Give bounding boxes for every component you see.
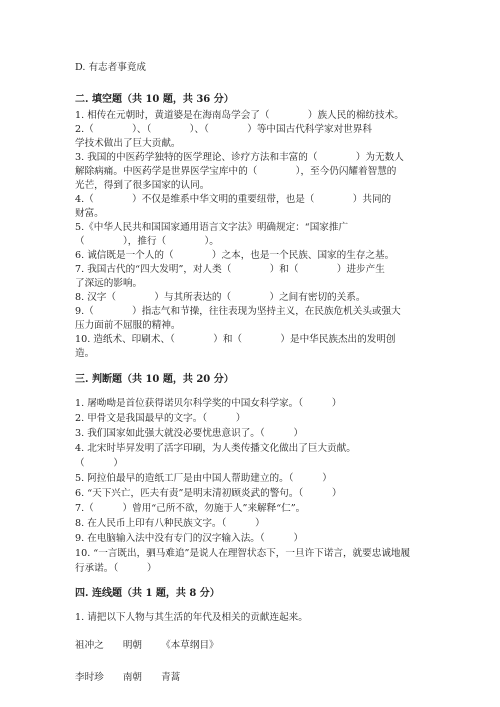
fill-line: 光芒，得到了很多国家的认同。 [75,180,210,191]
match-era: 南朝 [122,672,143,683]
judge-line: 1. 屠呦呦是首位获得诺贝尔科学奖的中国女科学家。（ ） [75,398,342,409]
match-row [75,640,235,652]
fill-line: 8. 汉字（ ）与其所表达的（ ）之间有密切的关系。 [75,292,366,303]
fill-line: 5.《中华人民共和国国家通用语言文字法》明确规定：“国家推广 [75,222,349,233]
fill-line: 4.（ ）不仅是维系中华文明的重要纽带，也是（ ）共同的 [75,194,392,205]
fill-line: 压力面前不屈服的精神。 [75,320,181,331]
judge-line: （ ） [75,458,123,469]
match-instruction: 1. 请把以下人物与其生活的年代及相关的贡献连起来。 [75,612,308,623]
match-contribution: 青蒿 [161,672,181,683]
section4-title: 四. 连线题（共 1 题，共 8 分） [75,588,220,599]
section3-title: 三. 判断题（共 10 题，共 20 分） [75,374,234,385]
match-person: 李时珍 [75,672,104,683]
section2-title: 二. 填空题（共 10 题，共 36 分） [75,94,234,105]
judge-line: 7.（ ）曾用“己所不欲，勿施于人”来解释“仁”。 [75,503,306,514]
judge-line: 2. 甲骨文是我国最早的文字。（ ） [75,413,246,424]
match-row [75,672,196,684]
option-d: D. 有志者事竟成 [75,62,147,73]
fill-line: 10. 造纸术、印刷术、（ ）和（ ）是中华民族杰出的发明创 [75,334,396,345]
fill-line: （ ），推行（ ）。 [75,236,219,247]
judge-line: 8. 在人民币上印有八种民族文字。（ ） [75,518,265,529]
judge-line: 5. 阿拉伯最早的造纸工厂是由中国人帮助建立的。（ ） [75,473,332,484]
judge-line: 10. “一言既出，驷马难追”是说人在理智状态下，一旦许下诺言，就要忠诚地履 [75,548,411,559]
fill-line: 造。 [75,348,95,359]
judge-line: 6. “天下兴亡，匹夫有责”是明末清初顾炎武的警句。（ ） [75,488,342,499]
fill-line: 学技术做出了巨大贡献。 [75,138,181,149]
fill-line: 财富。 [75,208,104,219]
fill-line: 9.（ ）指志气和节操，往往表现为坚持主义，在民族危机关头或强大 [75,306,401,317]
judge-line: 行承诺。（ ） [75,563,157,574]
fill-line: 1. 相传在元朝时，黄道婆是在海南岛学会了（ ）族人民的棉纺技术。 [75,110,404,121]
fill-line: 解除病痛。中医药学是世界医学宝库中的（ ），至今仍闪耀着智慧的 [75,166,397,177]
fill-line: 2.（ ）、（ ）、（ ）等中国古代科学家对世界科 [75,124,372,135]
match-person: 祖冲之 [75,640,104,651]
judge-line: 3. 我们国家如此强大就没必要忧患意识了。（ ） [75,428,304,439]
judge-line: 4. 北宋时毕昇发明了活字印刷，为人类传播文化做出了巨大贡献。 [75,443,356,454]
fill-line: 3. 我国的中医药学独特的医学理论、诊疗方法和丰富的（ ）为无数人 [75,152,404,163]
fill-line: 7. 我国古代的“四大发明”，对人类（ ）和（ ）进步产生 [75,264,385,275]
match-era: 明朝 [122,640,143,651]
fill-line: 了深远的影响。 [75,278,143,289]
match-contribution: 《本草纲目》 [161,640,219,651]
fill-line: 6. 诚信既是一个人的（ ）之本，也是一个民族、国家的生存之基。 [75,250,395,261]
judge-line: 9. 在电脑输入法中没有专门的汉字输入法。（ ） [75,533,304,544]
